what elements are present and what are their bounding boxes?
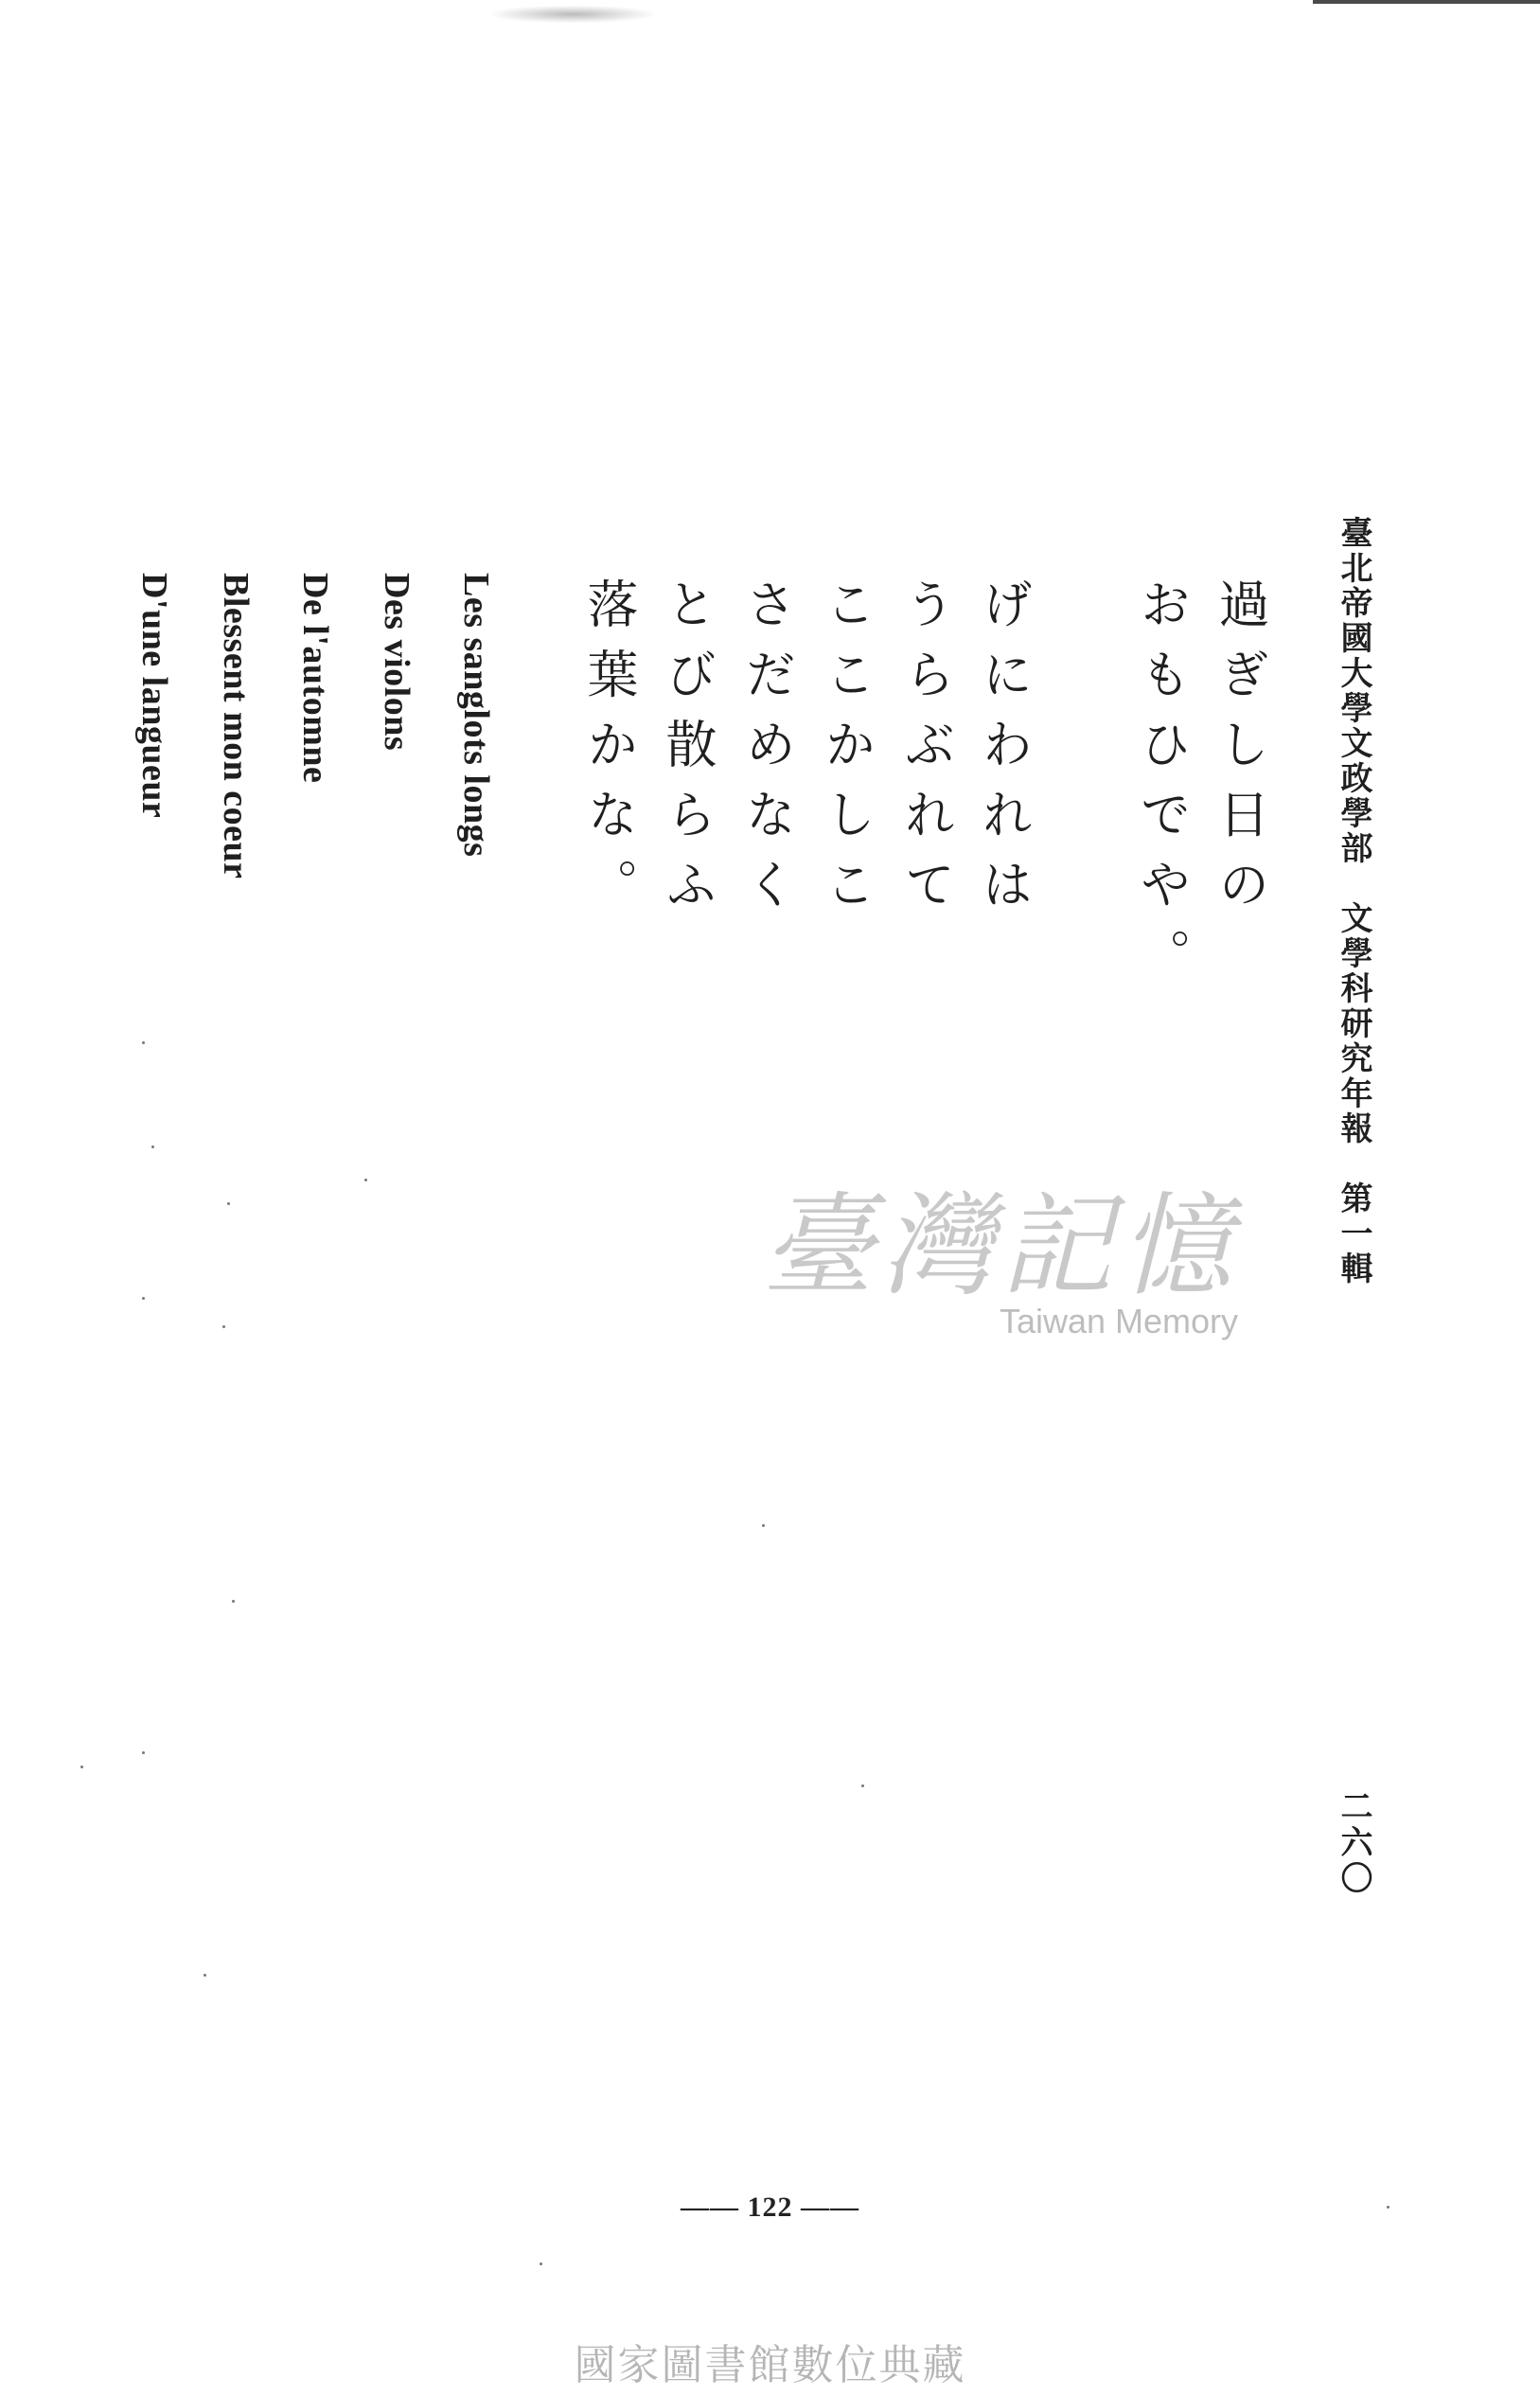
- scan-speck: [861, 1784, 864, 1787]
- japanese-poem-line: さだめなく: [737, 577, 797, 928]
- scan-page-edge: [1313, 0, 1540, 4]
- scan-speck: [80, 1766, 83, 1768]
- french-poem-line: Blessent mon coeur: [216, 573, 256, 879]
- scan-speck: [364, 1179, 367, 1181]
- japanese-poem-line: ここかしこ: [817, 577, 876, 928]
- french-poem-line: Les sanglots longs: [456, 573, 496, 858]
- watermark-english: Taiwan Memory: [999, 1301, 1239, 1340]
- scan-speck: [142, 1041, 145, 1044]
- scan-speck: [762, 1524, 765, 1527]
- french-poem-line: Des violons: [377, 573, 416, 752]
- scan-speck: [222, 1325, 225, 1328]
- scan-smudge: [492, 6, 653, 23]
- scan-speck: [142, 1297, 145, 1300]
- japanese-poem-line: 落葉かな。: [579, 577, 639, 928]
- french-poem-line: De l'automne: [295, 573, 335, 784]
- page-number: —— 122 ——: [681, 2192, 859, 2223]
- japanese-poem-line: 過ぎし日の: [1211, 577, 1270, 928]
- japanese-poem-line: とび散らふ: [658, 577, 717, 928]
- japanese-poem-line: うらぶれて: [896, 577, 956, 928]
- scan-speck: [204, 1974, 206, 1977]
- scan-speck: [151, 1145, 154, 1148]
- journal-title: 臺北帝國大學文政學部 文學科研究年報 第一輯: [1335, 516, 1372, 1287]
- japanese-poem-line: おもひでや。: [1132, 577, 1192, 998]
- japanese-poem-line: げにわれは: [974, 577, 1034, 928]
- french-poem-line: D'une langueur: [134, 573, 174, 819]
- watermark-chinese: 臺灣記憶: [762, 1180, 1240, 1311]
- page-number-kanji: 二六〇: [1335, 1789, 1372, 1897]
- scan-speck: [227, 1202, 230, 1205]
- scan-speck: [540, 2263, 542, 2265]
- scan-speck: [232, 1600, 235, 1603]
- taiwan-memory-watermark: [762, 1180, 1240, 1341]
- library-footer: 國家圖書館數位典藏: [574, 2341, 966, 2389]
- scan-speck: [142, 1751, 145, 1754]
